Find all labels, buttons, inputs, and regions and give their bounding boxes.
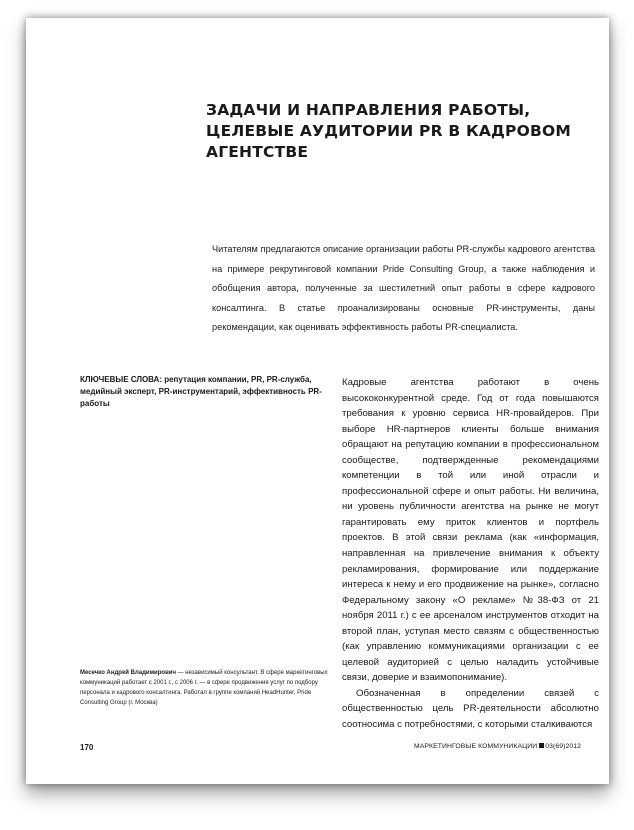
page-number: 170	[80, 743, 94, 752]
keywords: КЛЮЧЕВЫЕ СЛОВА: репутация компании, PR, PR-служба, медийный эксперт, PR-инструментарий, эффективность PR-работы	[80, 375, 322, 408]
article-abstract: Читателям предлагаются описание организации работы PR-службы кадрового агентства на примере рекрутинговой компании Pride Consulting Group, а также наблюдения и обобщения автора, полученные за шестилетний опыт работы в сфере кадрового консалтинга. В статье проанализированы основные PR-инструменты, даны рекомендации, как оценивать эффективность работы PR-специалиста.	[212, 244, 595, 332]
journal-page	[26, 18, 609, 784]
journal-footer	[414, 743, 581, 750]
journal-name: МАРКЕТИНГОВЫЕ КОММУНИКАЦИИ	[413, 743, 538, 750]
article-body	[342, 375, 599, 733]
author-name: Месечко Андрей Владимирович	[80, 670, 176, 676]
square-icon	[539, 743, 544, 748]
author-note	[80, 668, 328, 708]
author-bio: — независимый консультант. В сфере маркетинговых коммуникаций работает с 2001 г., с 2006 г. — в сфере продвижения услуг по подбору персонала и кадрового консалтинга. Работал в группе компаний HeadHunter, Pride Consulting Group (г. Москва)	[80, 670, 328, 706]
body-paragraph: Обозначенная в определении связей с общественностью цель PR-деятельности абсолютно соотносима с потребностями, с которыми сталкиваются	[342, 687, 599, 731]
journal-issue: 03(69)2012	[545, 743, 581, 750]
body-paragraph: Кадровые агентства работают в очень высококонкурентной среде. Год от года повышаются требования к уровню сервиса HR-провайдеров. При выборе HR-партнеров клиенты больше внимания обращают на репутацию компании в профессиональном сообществе, подтвержденные рекомендациями компетенции в той или иной отрасли и профессиональной сфере и опыт работы. Ни величина, ни уровень публичности агентства на рынке не могут гарантировать ему приток клиентов и портфель проектов. В этой связи реклама (как «информация, направленная на привлечение внимания к объекту рекламирования, формирование или поддержание интереса к нему и его продвижение на рынке», согласно Федеральному закону «О рекламе» №38-ФЗ от 21 ноября 2011 г.) с ее арсеналом инструментов отходит на второй план, уступая место связям с общественностью (как управлению коммуникациями организации с ее целевой аудиторией с целью наладить устойчивые связи, доверие и взаимопонимание).	[342, 377, 599, 684]
article-title: ЗАДАЧИ И НАПРАВЛЕНИЯ РАБОТЫ, ЦЕЛЕВЫЕ АУДИТОРИИ PR В КАДРОВОМ АГЕНТСТВЕ	[206, 101, 571, 161]
